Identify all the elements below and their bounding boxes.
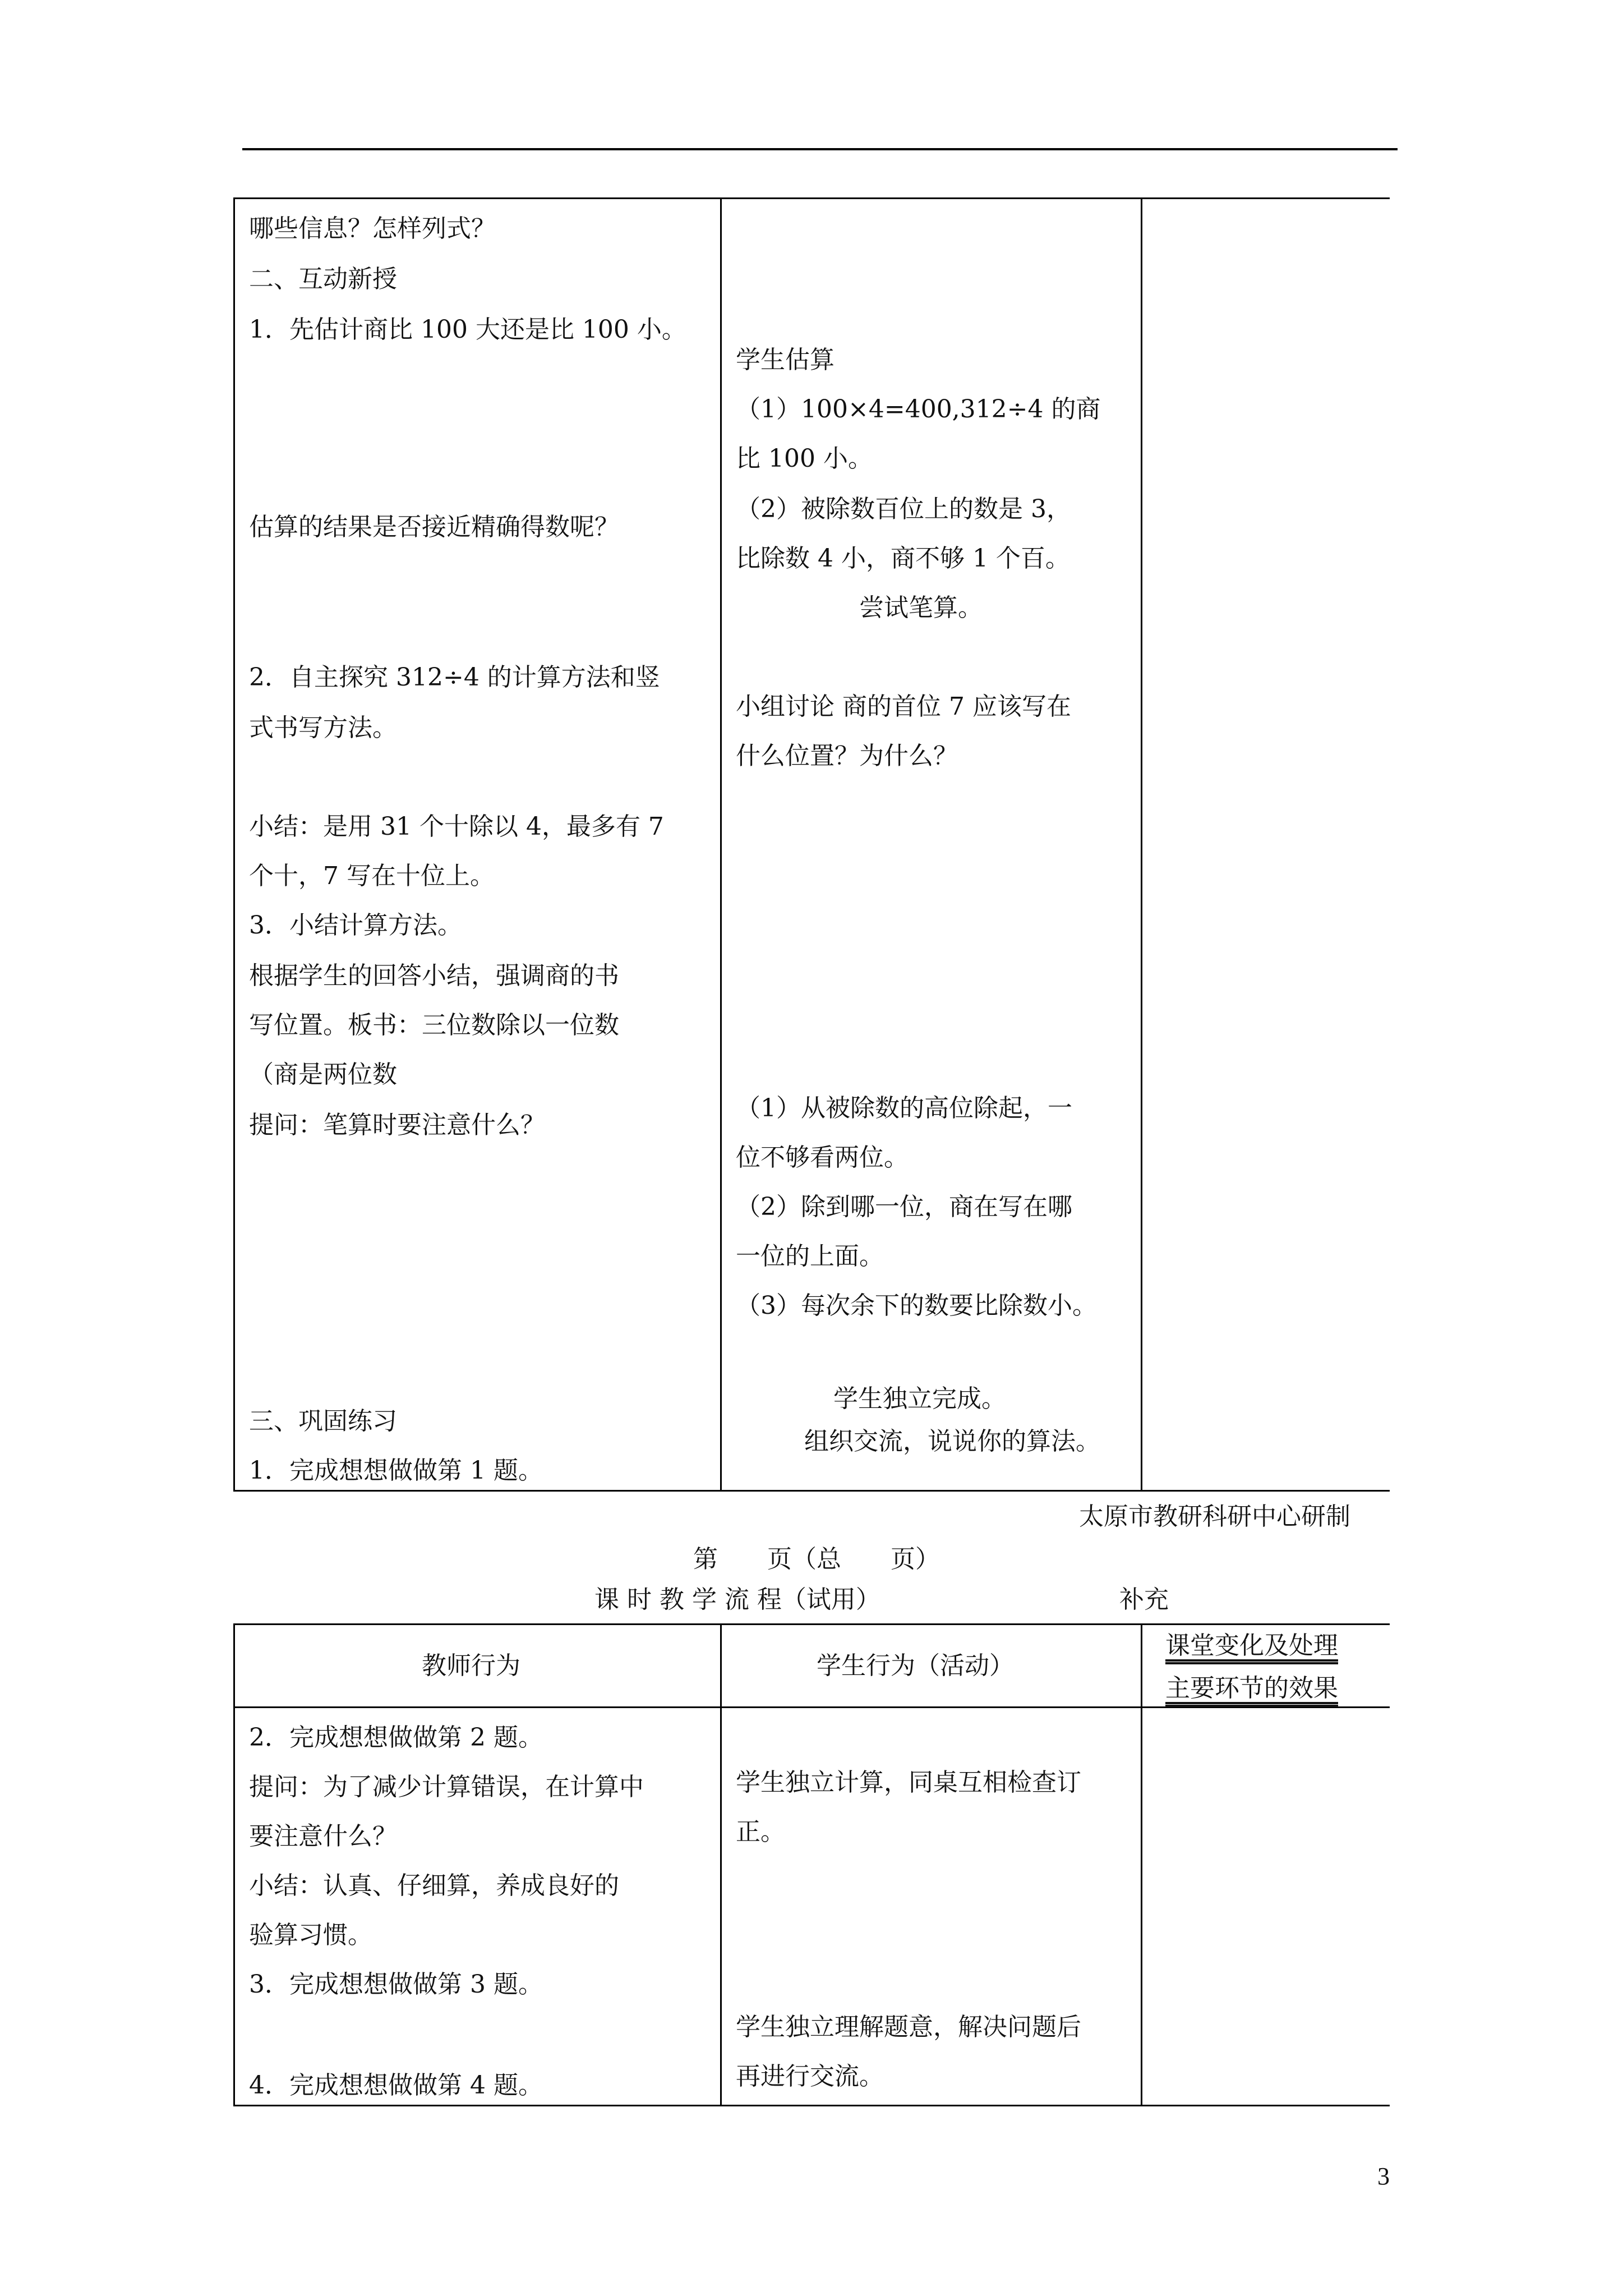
teacher-line: 写位置。板书：三位数除以一位数	[249, 1011, 619, 1039]
table1-col-divider-2	[1141, 197, 1142, 1492]
student-line: 比除数 4 小，商不够 1 个百。	[736, 544, 1070, 573]
teacher-line: 提问：为了减少计算错误，在计算中	[249, 1773, 644, 1801]
supplement-label: 补充	[1119, 1585, 1169, 1614]
teacher-line: 2．完成想想做做第 2 题。	[249, 1723, 543, 1752]
student-line: 再进行交流。	[736, 2062, 884, 2091]
student-line: （1）从被除数的高位除起，一	[736, 1094, 1072, 1122]
header-rule	[242, 148, 1398, 150]
section-title: 课 时 教 学 流 程（试用）	[594, 1585, 880, 1614]
student-line: 什么位置？为什么？	[736, 742, 958, 770]
table2-left-border	[233, 1623, 235, 2106]
table2-bottom-border	[233, 2105, 1390, 2106]
student-line: （2）被除数百位上的数是 3，	[736, 495, 1071, 523]
table1-left-border	[233, 197, 235, 1492]
table2-top-border	[233, 1623, 1390, 1625]
teacher-line: 二、互动新授	[249, 265, 397, 293]
table2-col-divider-2	[1141, 1623, 1142, 2106]
teacher-line: 4．完成想想做做第 4 题。	[249, 2071, 543, 2100]
teacher-line: 验算习惯。	[249, 1921, 372, 1949]
student-line: 一位的上面。	[736, 1242, 884, 1271]
teacher-line: 要注意什么？	[249, 1822, 397, 1851]
student-line: 位不够看两位。	[736, 1143, 909, 1172]
teacher-line: 式书写方法。	[249, 714, 397, 742]
header-change-line2: 主要环节的效果	[1165, 1674, 1338, 1703]
table2-col-divider-1	[720, 1623, 722, 2106]
student-line: （3）每次余下的数要比除数小。	[736, 1291, 1097, 1320]
teacher-line: 3．完成想想做做第 3 题。	[249, 1970, 543, 1999]
student-line: 学生独立计算，同桌互相检查订	[736, 1768, 1081, 1797]
teacher-line: 3．小结计算方法。	[249, 911, 462, 940]
student-line: 学生独立完成。	[833, 1384, 1006, 1413]
teacher-line: 个十，7 写在十位上。	[249, 862, 495, 890]
teacher-line: 2．自主探究 312÷4 的计算方法和竖	[249, 663, 660, 692]
table2-header-divider	[233, 1706, 1390, 1708]
teacher-line: 三、巩固练习	[249, 1407, 397, 1435]
page-counter: 第 页（总 页）	[693, 1545, 940, 1573]
teacher-line: 1．先估计商比 100 大还是比 100 小。	[249, 315, 686, 344]
student-line: 小组讨论 商的首位 7 应该写在	[736, 692, 1071, 721]
table1-bottom-border	[233, 1490, 1390, 1492]
header-change-line1: 课堂变化及处理	[1165, 1631, 1338, 1660]
page-number: 3	[1377, 2162, 1390, 2190]
student-line: （1）100×4=400,312÷4 的商	[736, 395, 1101, 424]
student-line: （2）除到哪一位，商在写在哪	[736, 1193, 1072, 1221]
teacher-line: 提问：笔算时要注意什么？	[249, 1111, 545, 1139]
student-line: 学生估算	[736, 346, 834, 374]
student-line: 比 100 小。	[736, 444, 873, 473]
student-line: 尝试笔算。	[859, 593, 983, 622]
teacher-line: 根据学生的回答小结，强调商的书	[249, 961, 619, 990]
teacher-line: 小结：是用 31 个十除以 4，最多有 7	[249, 812, 664, 841]
header-teacher: 教师行为	[422, 1651, 520, 1680]
teacher-line: 估算的结果是否接近精确得数呢？	[249, 513, 619, 541]
header-student: 学生行为（活动）	[817, 1651, 1014, 1680]
student-line: 学生独立理解题意，解决问题后	[736, 2013, 1081, 2041]
footer-org-credit: 太原市教研科研中心研制	[1079, 1502, 1350, 1531]
teacher-line: 哪些信息？怎样列式？	[249, 214, 496, 243]
table1-top-border	[233, 197, 1390, 199]
student-line: 正。	[736, 1818, 785, 1846]
teacher-line: 小结：认真、仔细算，养成良好的	[249, 1871, 619, 1900]
teacher-line: （商是两位数	[249, 1060, 397, 1089]
table1-col-divider-1	[720, 197, 722, 1492]
teacher-line: 1．完成想想做做第 1 题。	[249, 1456, 543, 1485]
student-line: 组织交流，说说你的算法。	[804, 1427, 1100, 1456]
